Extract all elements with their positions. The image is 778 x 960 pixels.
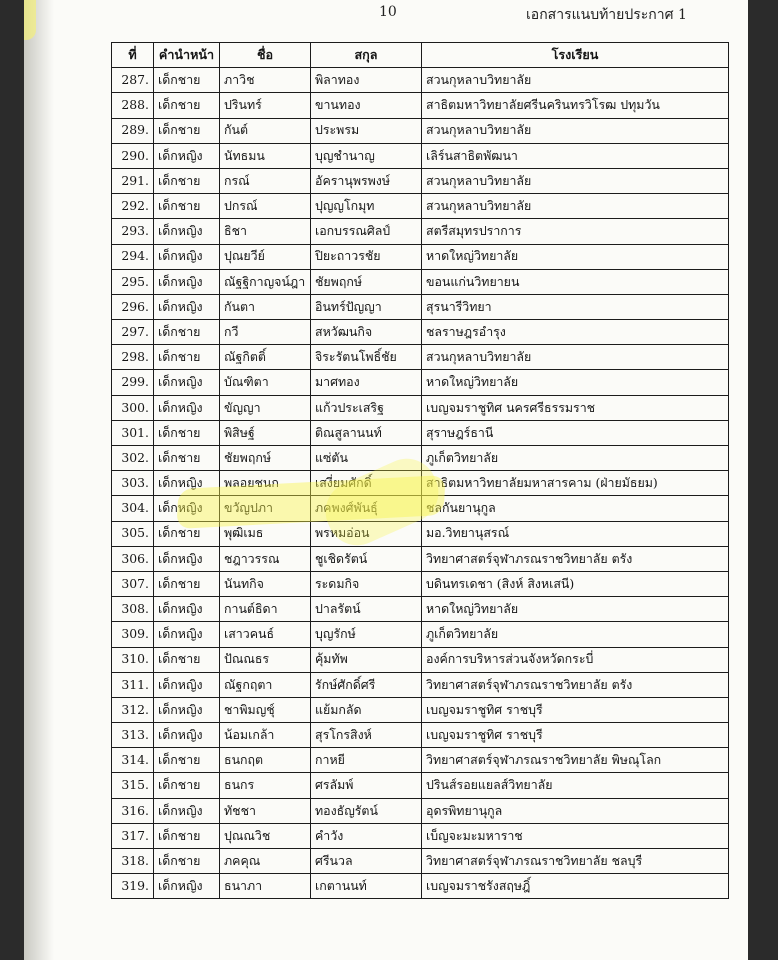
cell-school: สุรนารีวิทยา <box>422 294 729 319</box>
cell-prefix: เด็กหญิง <box>154 697 220 722</box>
cell-school: มอ.วิทยานุสรณ์ <box>422 521 729 546</box>
table-row <box>112 143 729 168</box>
cell-first-name: ภาวิช <box>220 68 311 93</box>
cell-prefix: เด็กหญิง <box>154 294 220 319</box>
cell-prefix: เด็กหญิง <box>154 874 220 899</box>
cell-school: หาดใหญ่วิทยาลัย <box>422 244 729 269</box>
cell-number: 319. <box>112 874 154 899</box>
cell-number: 289. <box>112 118 154 143</box>
cell-school: อุดรพิทยานุกูล <box>422 798 729 823</box>
cell-last-name: อัครานุพรพงษ์ <box>311 168 422 193</box>
header-number: ที่ <box>112 43 154 68</box>
cell-number: 302. <box>112 446 154 471</box>
table-row <box>112 395 729 420</box>
cell-last-name: พิลาทอง <box>311 68 422 93</box>
cell-prefix: เด็กหญิง <box>154 244 220 269</box>
cell-school: สาธิตมหาวิทยาลัยศรีนครินทรวิโรฒ ปทุมวัน <box>422 93 729 118</box>
cell-prefix: เด็กชาย <box>154 168 220 193</box>
table-row <box>112 68 729 93</box>
student-roster-table <box>111 42 729 899</box>
cell-last-name: เอกบรรณศิลป์ <box>311 219 422 244</box>
cell-number: 294. <box>112 244 154 269</box>
table-row <box>112 748 729 773</box>
cell-last-name: ทองธัญรัตน์ <box>311 798 422 823</box>
cell-number: 310. <box>112 647 154 672</box>
cell-first-name: เสาวคนธ์ <box>220 622 311 647</box>
cell-last-name: สหวัฒนกิจ <box>311 320 422 345</box>
cell-last-name: มาศทอง <box>311 370 422 395</box>
cell-last-name: ติณสูลานนท์ <box>311 420 422 445</box>
cell-prefix: เด็กชาย <box>154 446 220 471</box>
cell-prefix: เด็กชาย <box>154 849 220 874</box>
table-row <box>112 294 729 319</box>
table-row <box>112 93 729 118</box>
cell-prefix: เด็กชาย <box>154 194 220 219</box>
cell-first-name: ชัยพฤกษ์ <box>220 446 311 471</box>
cell-last-name: ประพรม <box>311 118 422 143</box>
cell-prefix: เด็กหญิง <box>154 219 220 244</box>
cell-school: ภูเก็ตวิทยาลัย <box>422 622 729 647</box>
cell-school: บดินทรเดชา (สิงห์ สิงหเสนี) <box>422 571 729 596</box>
cell-last-name: ชัยพฤกษ์ <box>311 269 422 294</box>
cell-school: สวนกุหลาบวิทยาลัย <box>422 345 729 370</box>
cell-last-name: ขานทอง <box>311 93 422 118</box>
table-row <box>112 697 729 722</box>
cell-first-name: ขวัญปภา <box>220 496 311 521</box>
table-body <box>112 68 729 899</box>
cell-school: เบญจมราชูทิศ นครศรีธรรมราช <box>422 395 729 420</box>
cell-prefix: เด็กชาย <box>154 345 220 370</box>
cell-number: 309. <box>112 622 154 647</box>
cell-last-name: บุญรักษ์ <box>311 622 422 647</box>
cell-school: วิทยาศาสตร์จุฬาภรณราชวิทยาลัย พิษณุโลก <box>422 748 729 773</box>
table-row <box>112 798 729 823</box>
cell-school: เบญจมราชรังสฤษฎิ์ <box>422 874 729 899</box>
cell-first-name: ชาพิมญชุ์ <box>220 697 311 722</box>
cell-number: 316. <box>112 798 154 823</box>
cell-number: 298. <box>112 345 154 370</box>
cell-first-name: กานต์ธิดา <box>220 597 311 622</box>
cell-number: 305. <box>112 521 154 546</box>
cell-school: สวนกุหลาบวิทยาลัย <box>422 168 729 193</box>
cell-school: สาธิตมหาวิทยาลัยมหาสารคาม (ฝ่ายมัธยม) <box>422 471 729 496</box>
cell-last-name: จิระรัตนโพธิ์ชัย <box>311 345 422 370</box>
table-row <box>112 269 729 294</box>
cell-school: สวนกุหลาบวิทยาลัย <box>422 194 729 219</box>
cell-last-name: ปิยะถาวรชัย <box>311 244 422 269</box>
cell-first-name: ปรินทร์ <box>220 93 311 118</box>
cell-school: เบญจมราชูทิศ ราชบุรี <box>422 723 729 748</box>
cell-first-name: ธนาภา <box>220 874 311 899</box>
cell-number: 304. <box>112 496 154 521</box>
cell-school: สตรีสมุทรปราการ <box>422 219 729 244</box>
cell-school: สุราษฎร์ธานี <box>422 420 729 445</box>
cell-last-name: อินทร์ปัญญา <box>311 294 422 319</box>
cell-number: 300. <box>112 395 154 420</box>
cell-school: องค์การบริหารส่วนจังหวัดกระบี่ <box>422 647 729 672</box>
cell-last-name: ชูเชิดรัตน์ <box>311 546 422 571</box>
cell-prefix: เด็กหญิง <box>154 723 220 748</box>
cell-first-name: นันทกิจ <box>220 571 311 596</box>
cell-first-name: ปุณยวีย์ <box>220 244 311 269</box>
cell-prefix: เด็กชาย <box>154 68 220 93</box>
cell-number: 288. <box>112 93 154 118</box>
cell-school: ชลกันยานุกูล <box>422 496 729 521</box>
cell-prefix: เด็กหญิง <box>154 269 220 294</box>
table-row <box>112 672 729 697</box>
table-row <box>112 118 729 143</box>
cell-last-name: ปุญญโกมุท <box>311 194 422 219</box>
cell-prefix: เด็กชาย <box>154 93 220 118</box>
cell-last-name: บุญชำนาญ <box>311 143 422 168</box>
cell-prefix: เด็กชาย <box>154 571 220 596</box>
page-number: 10 <box>379 4 397 20</box>
cell-prefix: เด็กชาย <box>154 773 220 798</box>
cell-last-name: แซ่ตัน <box>311 446 422 471</box>
cell-school: สวนกุหลาบวิทยาลัย <box>422 118 729 143</box>
cell-number: 318. <box>112 849 154 874</box>
cell-first-name: ปกรณ์ <box>220 194 311 219</box>
cell-prefix: เด็กหญิง <box>154 496 220 521</box>
cell-prefix: เด็กหญิง <box>154 597 220 622</box>
cell-last-name: ปาลรัตน์ <box>311 597 422 622</box>
cell-first-name: ภคคุณ <box>220 849 311 874</box>
cell-number: 292. <box>112 194 154 219</box>
cell-first-name: พุฒิเมธ <box>220 521 311 546</box>
cell-number: 297. <box>112 320 154 345</box>
cell-number: 296. <box>112 294 154 319</box>
table-row <box>112 244 729 269</box>
table-row <box>112 622 729 647</box>
cell-prefix: เด็กชาย <box>154 748 220 773</box>
cell-number: 312. <box>112 697 154 722</box>
cell-prefix: เด็กหญิง <box>154 395 220 420</box>
cell-school: หาดใหญ่วิทยาลัย <box>422 370 729 395</box>
cell-number: 307. <box>112 571 154 596</box>
cell-last-name: แก้วประเสริฐ <box>311 395 422 420</box>
cell-prefix: เด็กหญิง <box>154 471 220 496</box>
cell-prefix: เด็กหญิง <box>154 622 220 647</box>
table-row <box>112 521 729 546</box>
cell-prefix: เด็กชาย <box>154 521 220 546</box>
table-row <box>112 345 729 370</box>
cell-first-name: ชฎาวรรณ <box>220 546 311 571</box>
table-row <box>112 849 729 874</box>
cell-first-name: พิสิษฐ์ <box>220 420 311 445</box>
cell-first-name: กันต์ <box>220 118 311 143</box>
cell-last-name: สุรโกรสิงห์ <box>311 723 422 748</box>
cell-last-name: เกตานนท์ <box>311 874 422 899</box>
table-row <box>112 194 729 219</box>
cell-first-name: ธนกฤต <box>220 748 311 773</box>
cell-last-name: พรหมอ่อน <box>311 521 422 546</box>
cell-last-name: คำวัง <box>311 823 422 848</box>
cell-school: วิทยาศาสตร์จุฬาภรณราชวิทยาลัย ตรัง <box>422 672 729 697</box>
header-last-name: สกุล <box>311 43 422 68</box>
cell-school: ปรินส์รอยแยลส์วิทยาลัย <box>422 773 729 798</box>
cell-first-name: กรณ์ <box>220 168 311 193</box>
header-prefix: คำนำหน้า <box>154 43 220 68</box>
table-row <box>112 446 729 471</box>
cell-last-name: รักษ์ศักดิ์ศรี <box>311 672 422 697</box>
cell-number: 303. <box>112 471 154 496</box>
header-school: โรงเรียน <box>422 43 729 68</box>
cell-first-name: ณัฐกิตติ์ <box>220 345 311 370</box>
cell-prefix: เด็กชาย <box>154 118 220 143</box>
table-row <box>112 647 729 672</box>
highlighter-mark <box>24 0 36 40</box>
header-first-name: ชื่อ <box>220 43 311 68</box>
cell-last-name: แย้มกลัด <box>311 697 422 722</box>
cell-first-name: น้อมเกล้า <box>220 723 311 748</box>
table-row <box>112 496 729 521</box>
cell-prefix: เด็กชาย <box>154 823 220 848</box>
cell-first-name: ปุณณวิช <box>220 823 311 848</box>
cell-number: 311. <box>112 672 154 697</box>
cell-last-name: เสงี่ยมศักดิ์ <box>311 471 422 496</box>
cell-prefix: เด็กหญิง <box>154 370 220 395</box>
cell-number: 299. <box>112 370 154 395</box>
table-row <box>112 420 729 445</box>
cell-school: ภูเก็ตวิทยาลัย <box>422 446 729 471</box>
cell-first-name: พลอยชนก <box>220 471 311 496</box>
cell-prefix: เด็กชาย <box>154 647 220 672</box>
cell-school: สวนกุหลาบวิทยาลัย <box>422 68 729 93</box>
cell-first-name: บัณฑิตา <box>220 370 311 395</box>
cell-prefix: เด็กหญิง <box>154 143 220 168</box>
cell-first-name: ทัชชา <box>220 798 311 823</box>
cell-school: เบ็ญจะมะมหาราช <box>422 823 729 848</box>
cell-first-name: ณัฐกฤตา <box>220 672 311 697</box>
cell-prefix: เด็กชาย <box>154 320 220 345</box>
cell-first-name: ธนกร <box>220 773 311 798</box>
cell-first-name: ธิชา <box>220 219 311 244</box>
table-row <box>112 370 729 395</box>
cell-last-name: กาหยี <box>311 748 422 773</box>
cell-school: วิทยาศาสตร์จุฬาภรณราชวิทยาลัย ตรัง <box>422 546 729 571</box>
cell-last-name: ศรลัมพ์ <box>311 773 422 798</box>
cell-school: เบญจมราชูทิศ ราชบุรี <box>422 697 729 722</box>
table-row <box>112 546 729 571</box>
cell-first-name: กันตา <box>220 294 311 319</box>
cell-number: 293. <box>112 219 154 244</box>
table-row <box>112 874 729 899</box>
cell-number: 291. <box>112 168 154 193</box>
cell-first-name: ปัณณธร <box>220 647 311 672</box>
page-shadow <box>24 0 54 960</box>
cell-number: 301. <box>112 420 154 445</box>
table-row <box>112 219 729 244</box>
cell-prefix: เด็กหญิง <box>154 546 220 571</box>
cell-prefix: เด็กหญิง <box>154 672 220 697</box>
cell-last-name: ศรีนวล <box>311 849 422 874</box>
cell-number: 314. <box>112 748 154 773</box>
cell-number: 306. <box>112 546 154 571</box>
cell-first-name: ณัฐฐิกาญจน์ฎา <box>220 269 311 294</box>
cell-first-name: ขัญญา <box>220 395 311 420</box>
table-row <box>112 597 729 622</box>
cell-school: หาดใหญ่วิทยาลัย <box>422 597 729 622</box>
cell-first-name: กวี <box>220 320 311 345</box>
table-row <box>112 823 729 848</box>
table-row <box>112 571 729 596</box>
cell-school: ขอนแก่นวิทยายน <box>422 269 729 294</box>
cell-number: 287. <box>112 68 154 93</box>
cell-prefix: เด็กชาย <box>154 420 220 445</box>
cell-last-name: ระดมกิจ <box>311 571 422 596</box>
document-label: เอกสารแนบท้ายประกาศ 1 <box>526 7 687 23</box>
table-row <box>112 773 729 798</box>
cell-school: วิทยาศาสตร์จุฬาภรณราชวิทยาลัย ชลบุรี <box>422 849 729 874</box>
table-row <box>112 320 729 345</box>
cell-number: 295. <box>112 269 154 294</box>
cell-first-name: นัทธมน <box>220 143 311 168</box>
table-row <box>112 471 729 496</box>
table-header-row <box>112 43 729 68</box>
table-row <box>112 723 729 748</box>
cell-number: 308. <box>112 597 154 622</box>
cell-prefix: เด็กหญิง <box>154 798 220 823</box>
cell-number: 313. <box>112 723 154 748</box>
table-row <box>112 168 729 193</box>
cell-school: เลิร์นสาธิตพัฒนา <box>422 143 729 168</box>
cell-number: 317. <box>112 823 154 848</box>
cell-number: 315. <box>112 773 154 798</box>
document-page <box>24 0 748 960</box>
cell-number: 290. <box>112 143 154 168</box>
cell-last-name: คุ้มทัพ <box>311 647 422 672</box>
cell-school: ชลราษฎรอำรุง <box>422 320 729 345</box>
cell-last-name: ภคพงศ์พันธุ์ <box>311 496 422 521</box>
